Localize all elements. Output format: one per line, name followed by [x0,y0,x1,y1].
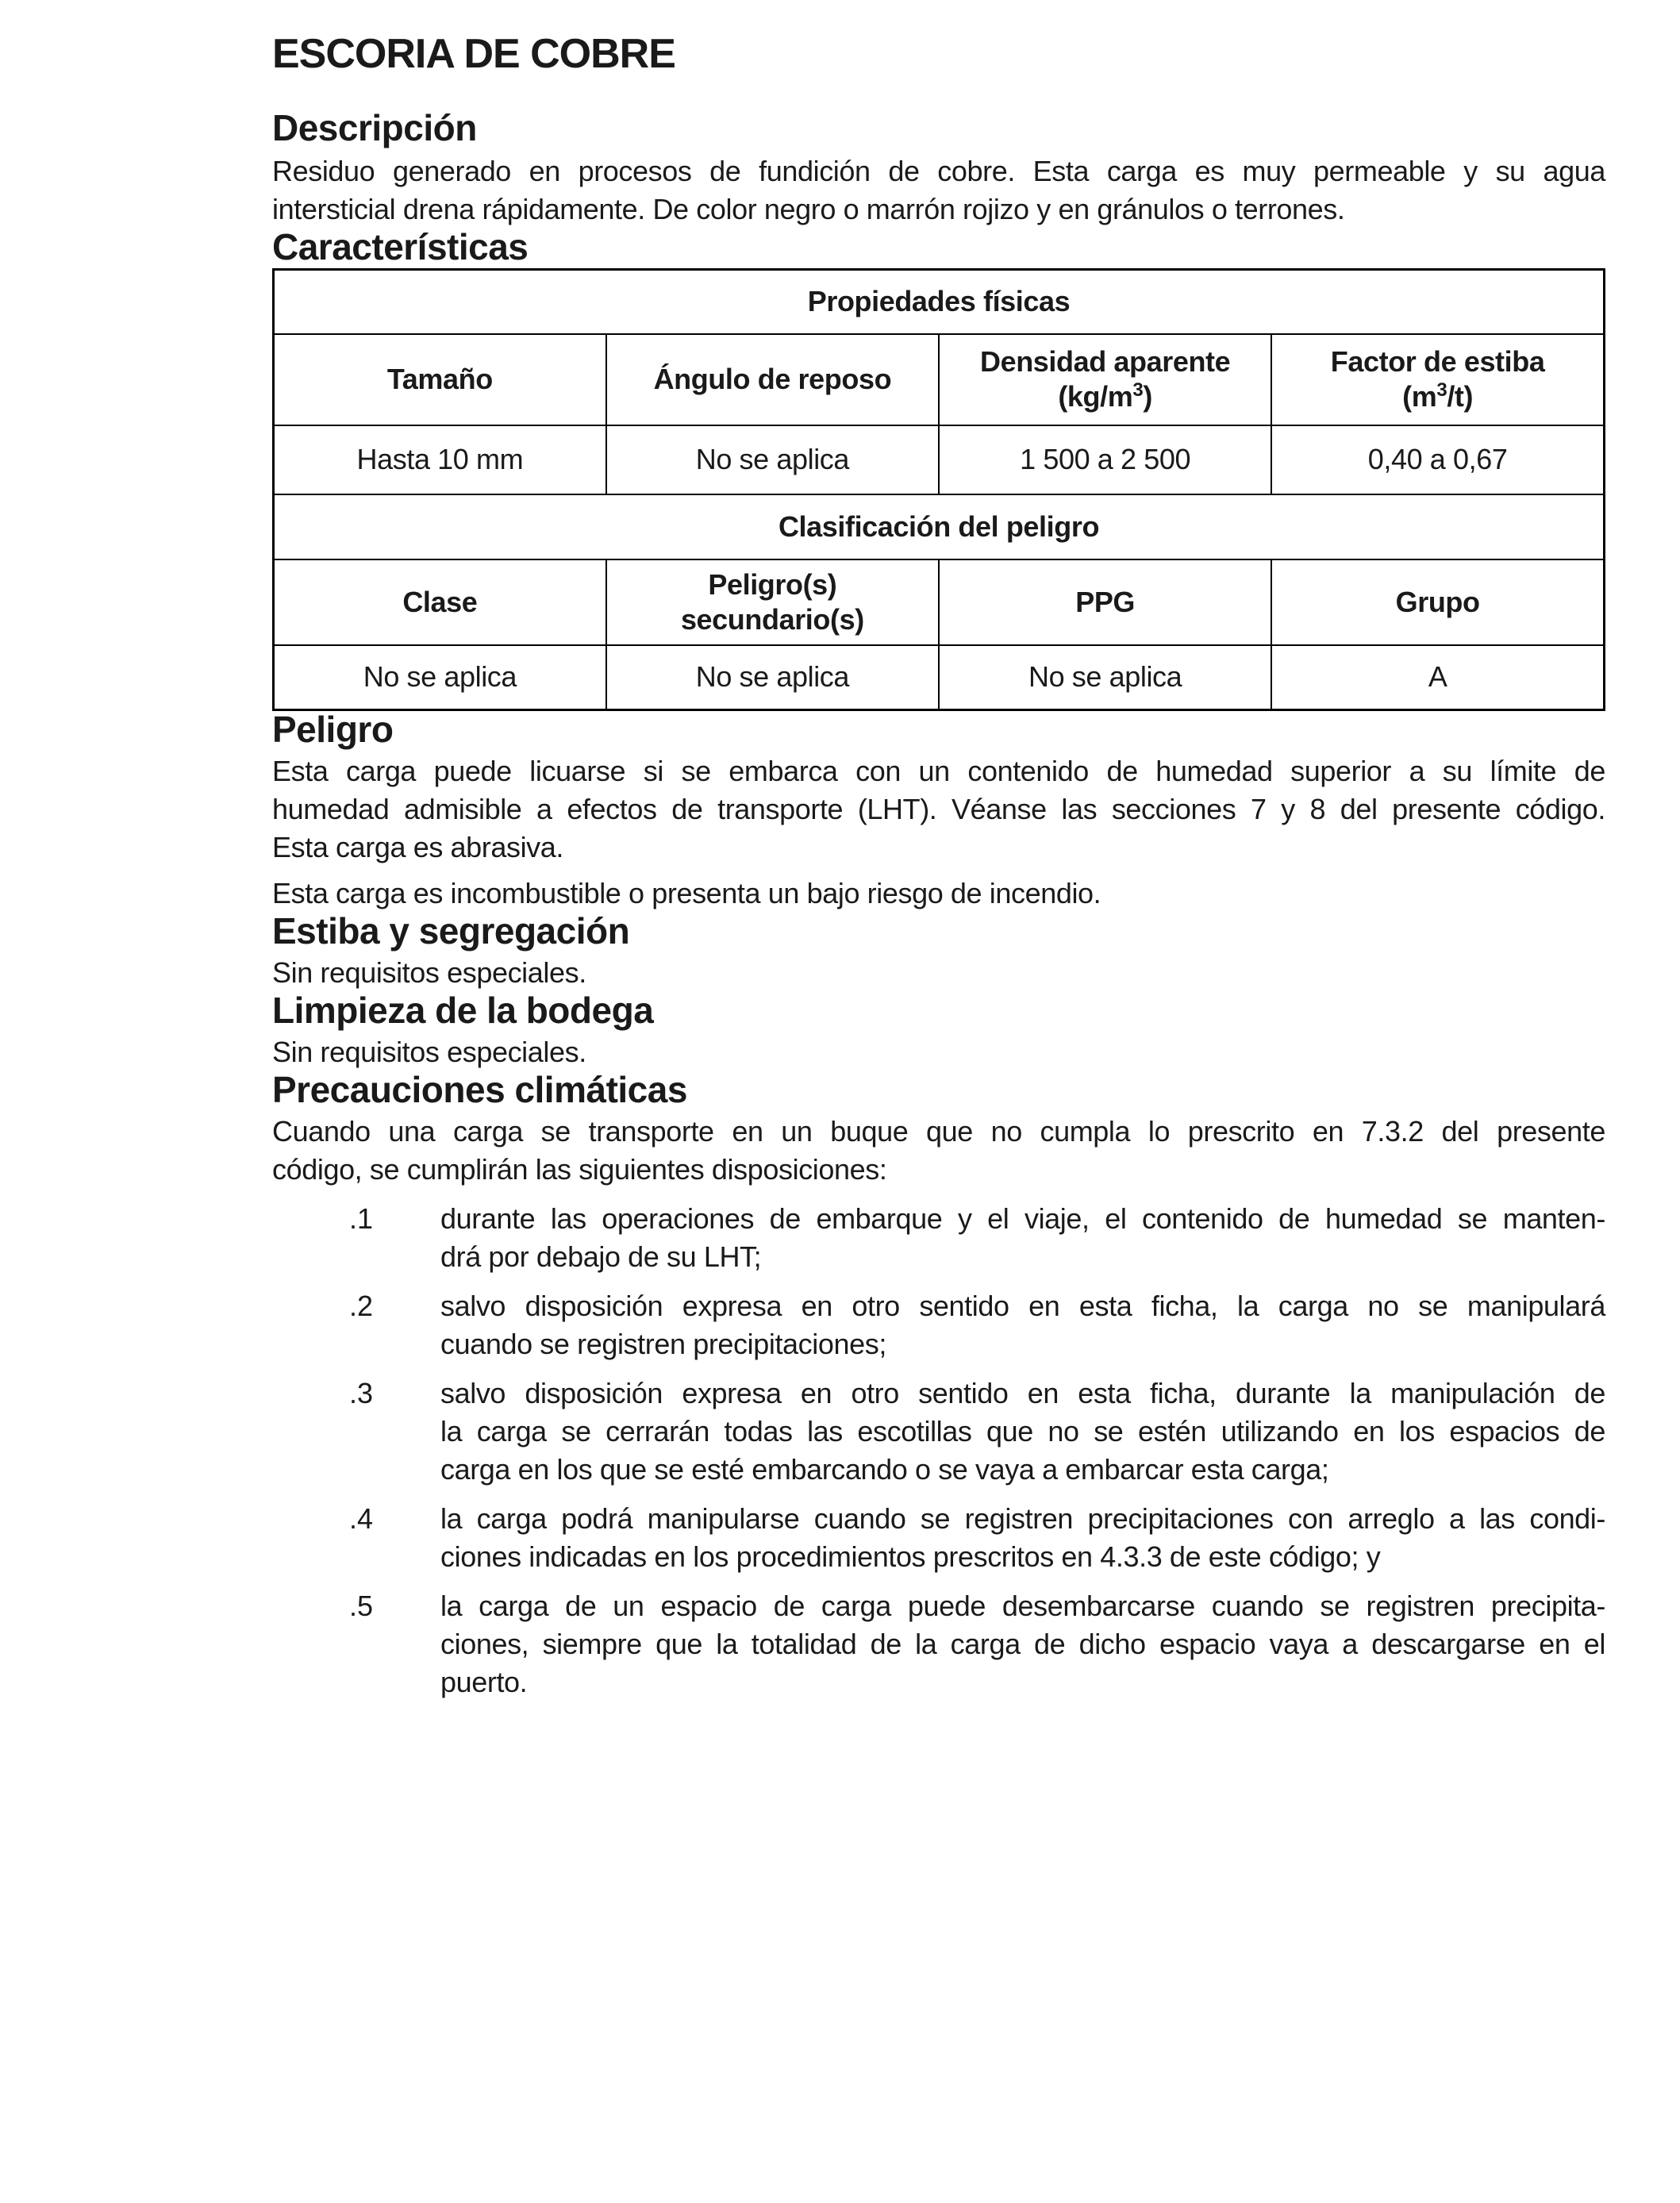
descripcion-line: Residuo generado en procesos de fundición de cobre. Esta carga es muy permeable y su agua [272,155,1605,187]
section-heading-estiba: Estiba y segregación [272,910,630,952]
col-header-factor-estiba-unit [1272,379,1603,414]
provision-item-3 [272,1374,1605,1489]
provision-number: .4 [349,1502,374,1535]
provision-line: ciones indicadas en los procedimientos prescritos en 4.3.3 de este código; y [440,1540,1381,1573]
section-heading-precauciones: Precauciones climáticas [272,1069,687,1110]
provision-text [440,1374,1605,1489]
provision-number: .3 [349,1377,374,1409]
provision-line: cuando se registren precipitaciones; [440,1328,886,1360]
propiedades-fisicas-header-cell: Propiedades físicas [274,270,1605,334]
table-row-propiedades-banner [274,270,1605,334]
provision-item-2 [272,1287,1605,1363]
provision-line: la carga de un espacio de carga puede desembarcarse cuando se registren precipita- [440,1590,1605,1622]
peligro-paragraph-2 [272,875,1605,913]
provision-line: la carga podrá manipularse cuando se registren precipitaciones con arreglo a las condi- [440,1502,1605,1535]
cell-clase-value: No se aplica [274,645,606,710]
col-header-grupo [1271,559,1604,645]
section-heading-caracteristicas: Características [272,226,529,267]
table-row-clasificacion-values [274,645,1605,710]
clasificacion-header-cell: Clasificación del peligro [274,494,1605,559]
col-header-densidad-unit [940,379,1271,414]
page-content [272,33,1605,1713]
unit-text: ) [1143,380,1152,413]
peligro-line: humedad admisible a efectos de transporte (LHT). Véanse las secciones 7 y 8 del presente código. [272,793,1605,825]
col-header-grupo-label: Grupo [1395,585,1480,618]
col-header-factor-estiba [1271,334,1604,425]
section-heading-peligro: Peligro [272,709,394,750]
col-header-peligros-line2: secundario(s) [680,602,864,636]
provision-line: salvo disposición expresa en otro sentido en esta ficha, la carga no se manipulará [440,1290,1605,1322]
estiba-paragraph [272,954,1605,992]
provision-number: .1 [349,1202,374,1235]
descripcion-line: intersticial drena rápidamente. De color negro o marrón rojizo y en gránulos o terrones. [272,193,1345,225]
provision-line: carga en los que se esté embarcando o se vaya a embarcar esta carga; [440,1453,1329,1486]
col-header-clase-label: Clase [402,585,478,618]
provision-line: salvo disposición expresa en otro sentido en esta ficha, durante la manipulación de [440,1377,1605,1409]
caracteristicas-table [272,268,1605,711]
provision-line: la carga se cerrarán todas las escotillas que no se estén utilizando en los espacios de [440,1415,1605,1448]
cell-tamano-value: Hasta 10 mm [274,425,606,494]
cell-angulo-value: No se aplica [606,425,939,494]
precauciones-intro-line: Cuando una carga se transporte en un buque que no cumpla lo prescrito en 7.3.2 del presente [272,1115,1605,1148]
col-header-ppg-label: PPG [1075,585,1136,618]
peligro-line: Esta carga puede licuarse si se embarca con un contenido de humedad superior a su límite de [272,755,1605,787]
col-header-peligros-line1: Peligro(s) [708,567,837,601]
col-header-angulo [606,334,939,425]
peligro-line: Esta carga es abrasiva. [272,831,563,863]
provision-text [440,1587,1605,1701]
unit-text: /t) [1447,380,1474,413]
cell-ppg-value: No se aplica [939,645,1271,710]
col-header-ppg [939,559,1271,645]
provision-number: .5 [349,1590,374,1622]
provision-line: ciones, siempre que la totalidad de la carga de dicho espacio vaya a descargarse en el [440,1628,1605,1660]
descripcion-paragraph [272,152,1605,229]
col-header-tamano-label: Tamaño [386,363,493,395]
cell-peligros-secundarios-value: No se aplica [606,645,939,710]
provision-text [440,1500,1605,1576]
unit-superscript: 3 [1132,379,1144,401]
provision-item-1 [272,1200,1605,1276]
col-header-peligros-secundarios [606,559,939,645]
limpieza-paragraph [272,1033,1605,1071]
provision-line: durante las operaciones de embarque y el viaje, el contenido de humedad se manten- [440,1202,1605,1235]
section-heading-limpieza: Limpieza de la bodega [272,990,654,1031]
col-header-densidad [939,334,1271,425]
precauciones-intro-line: código, se cumplirán las siguientes disposiciones: [272,1153,887,1186]
provision-text [440,1200,1605,1276]
cell-densidad-value: 1 500 a 2 500 [939,425,1271,494]
provision-text [440,1287,1605,1363]
table-row-clasificacion-headers [274,559,1605,645]
estiba-text: Sin requisitos especiales. [272,956,586,989]
section-heading-descripcion: Descripción [272,107,477,148]
provision-line: drá por debajo de su LHT; [440,1240,762,1273]
provision-number: .2 [349,1290,374,1322]
col-header-densidad-label: Densidad aparente [979,345,1231,378]
limpieza-text: Sin requisitos especiales. [272,1036,586,1068]
precauciones-provisions-list [272,1200,1605,1701]
peligro-line: Esta carga es incombustible o presenta un bajo riesgo de incendio. [272,877,1101,909]
col-header-clase [274,559,606,645]
table-row-clasificacion-banner [274,494,1605,559]
provision-item-4 [272,1500,1605,1576]
cell-grupo-value: A [1271,645,1604,710]
provision-item-5 [272,1587,1605,1701]
provision-line: puerto. [440,1666,528,1698]
table-row-propiedades-headers [274,334,1605,425]
precauciones-intro [272,1113,1605,1189]
peligro-paragraph-1 [272,752,1605,867]
col-header-factor-estiba-label: Factor de estiba [1330,345,1545,378]
table-row-propiedades-values [274,425,1605,494]
unit-text: (kg/m [1058,380,1133,413]
col-header-angulo-label: Ángulo de reposo [653,363,892,395]
page-title: ESCORIA DE COBRE [272,31,675,77]
unit-superscript: 3 [1436,379,1447,401]
cell-factor-estiba-value: 0,40 a 0,67 [1271,425,1604,494]
col-header-tamano [274,334,606,425]
unit-text: (m [1402,380,1437,413]
